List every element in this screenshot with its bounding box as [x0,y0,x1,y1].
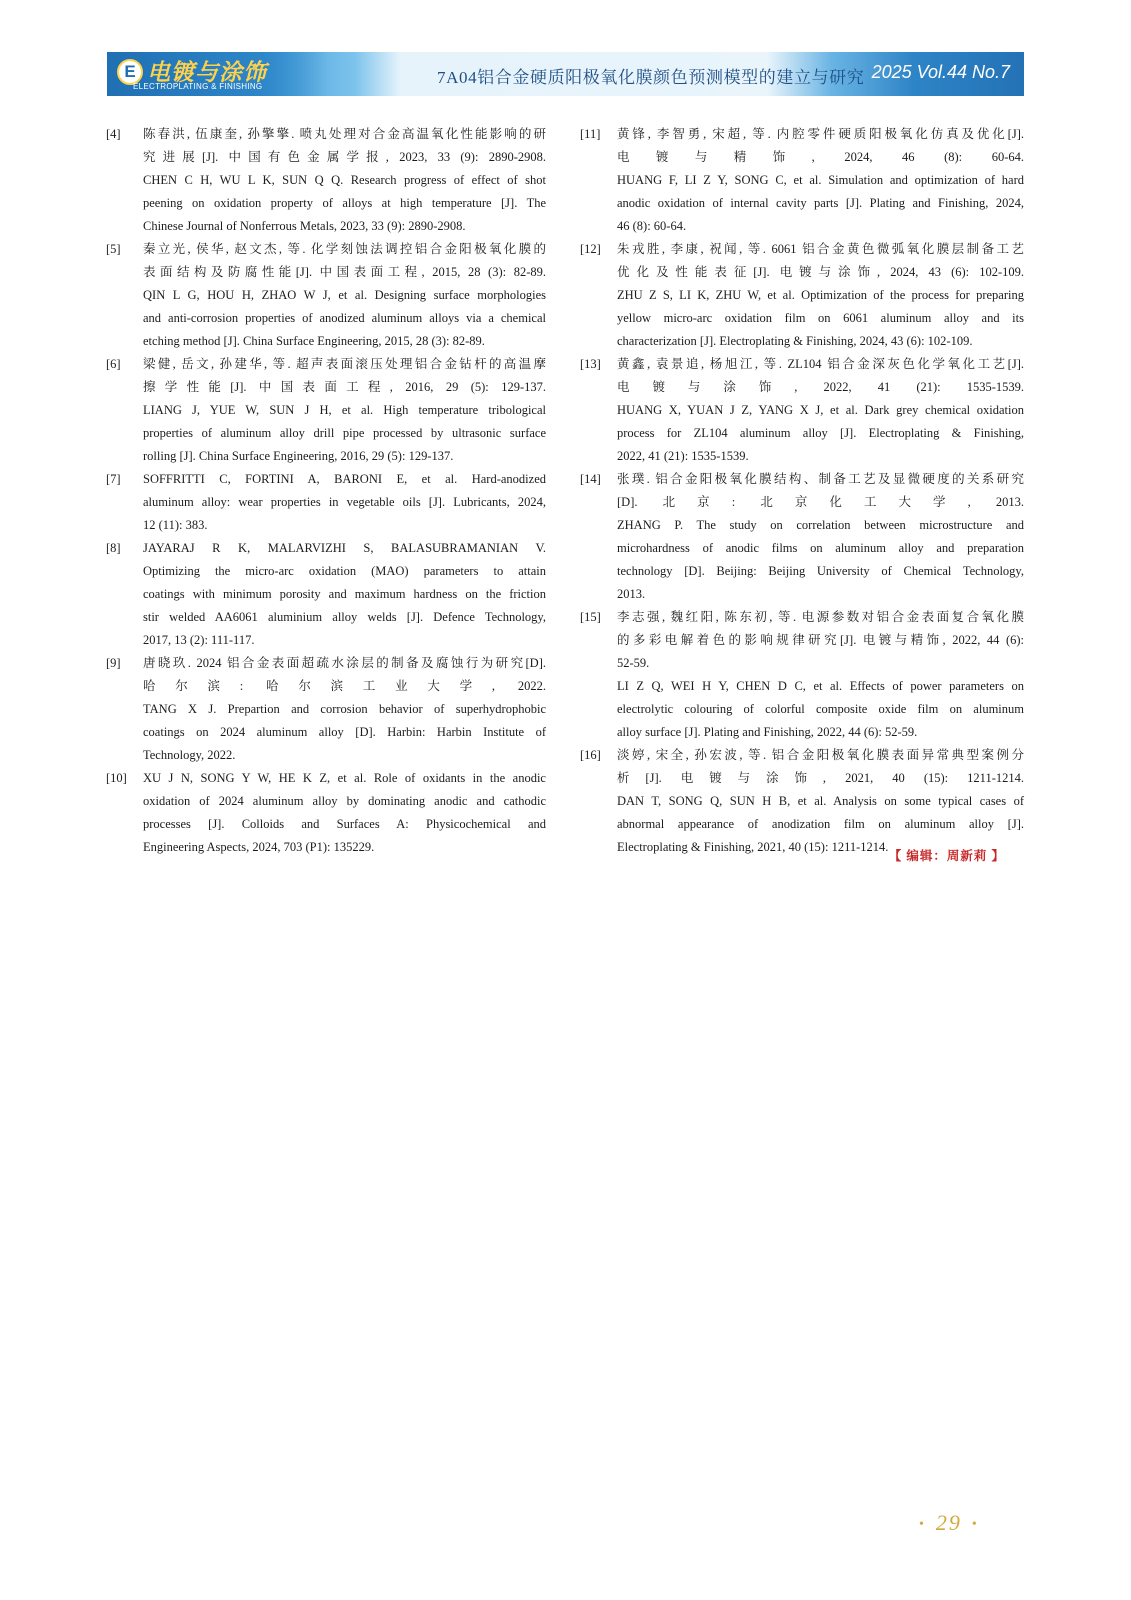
reference-entry [580,606,1024,744]
reference-line: 黄鑫, 袁景追, 杨旭江, 等. ZL104 铝合金深灰色化学氧化工艺[J]. [617,357,1024,371]
reference-line: 哈尔滨: 哈尔滨工业大学, 2022. [143,679,546,693]
reference-number: [8] [106,541,121,555]
reference-line: alloy surface [J]. Plating and Finishing, 2022, 44 (6): 52-59. [617,725,918,739]
journal-logo-icon: E [117,59,143,85]
journal-logo-name: 电镀与涂饰 [147,60,267,85]
reference-number: [4] [106,127,121,141]
reference-line: JAYARAJ R K, MALARVIZHI S, BALASUBRAMANIAN V. [143,541,546,555]
reference-line: Optimizing the micro-arc oxidation (MAO) parameters to attain [143,564,546,578]
reference-line: 唐晓玖. 2024 铝合金表面超疏水涂层的制备及腐蚀行为研究[D]. [143,656,546,670]
reference-line: 电镀与涂饰, 2022, 41 (21): 1535-1539. [617,380,1024,394]
reference-entry [106,537,546,652]
reference-entry [580,238,1024,353]
reference-line: 析[J]. 电镀与涂饰, 2021, 40 (15): 1211-1214. [617,771,1024,785]
reference-line: [D]. 北京: 北京化工大学, 2013. [617,495,1024,509]
reference-line: 46 (8): 60-64. [617,219,687,233]
reference-line: stir welded AA6061 aluminium alloy welds [J]. Defence Technology, [143,610,546,624]
reference-line: 优化及性能表征[J]. 电镀与涂饰, 2024, 43 (6): 102-109. [617,265,1024,279]
reference-line: characterization [J]. Electroplating & Finishing, 2024, 43 (6): 102-109. [617,334,973,348]
reference-text [143,767,546,859]
reference-text [143,123,546,238]
reference-line: coatings with minimum porosity and maximum hardness on the friction [143,587,546,601]
reference-line: aluminum alloy: wear properties in vegetable oils [J]. Lubricants, 2024, [143,495,546,509]
reference-number: [7] [106,472,121,486]
reference-line: CHEN C H, WU L K, SUN Q Q. Research progress of effect of shot [143,173,546,187]
reference-line: coatings on 2024 aluminum alloy [D]. Harbin: Harbin Institute of [143,725,546,739]
reference-text [143,238,546,353]
reference-line: yellow micro-arc oxidation film on 6061 aluminum alloy and its [617,311,1024,325]
reference-line: rolling [J]. China Surface Engineering, 2016, 29 (5): 129-137. [143,449,454,463]
reference-entry [106,238,546,353]
reference-text [617,606,1024,744]
reference-line: 表面结构及防腐性能[J]. 中国表面工程, 2015, 28 (3): 82-89. [143,265,546,279]
references-left-column [106,123,546,859]
reference-text [617,468,1024,606]
reference-line: Engineering Aspects, 2024, 703 (P1): 135229. [143,840,375,854]
reference-line: 李志强, 魏红阳, 陈东初, 等. 电源参数对铝合金表面复合氧化膜 [617,610,1024,624]
reference-line: 陈春洪, 伍康奎, 孙擎擎. 喷丸处理对合金高温氧化性能影响的研 [143,127,546,141]
page-number-value: 29 [935,1510,962,1535]
reference-number: [16] [580,748,601,762]
reference-line: Technology, 2022. [143,748,236,762]
reference-number: [6] [106,357,121,371]
reference-line: abnormal appearance of anodization film on aluminum alloy [J]. [617,817,1024,831]
reference-line: TANG X J. Prepartion and corrosion behavior of superhydrophobic [143,702,546,716]
reference-line: process for ZL104 aluminum alloy [J]. Electroplating & Finishing, [617,426,1024,440]
reference-line: Electroplating & Finishing, 2021, 40 (15): 1211-1214. [617,840,889,854]
reference-line: HUANG X, YUAN J Z, YANG X J, et al. Dark grey chemical oxidation [617,403,1024,417]
reference-entry [580,123,1024,238]
journal-header-band [107,52,1024,96]
reference-line: LI Z Q, WEI H Y, CHEN D C, et al. Effects of power parameters on [617,679,1024,693]
issue-label: 2025 Vol.44 No.7 [871,62,1010,82]
reference-text [143,353,546,468]
reference-line: QIN L G, HOU H, ZHAO W J, et al. Designing surface morphologies [143,288,546,302]
reference-entry [106,767,546,859]
reference-line: 12 (11): 383. [143,518,208,532]
reference-number: [11] [580,127,601,141]
reference-text [143,468,546,537]
reference-line: 张璞. 铝合金阳极氧化膜结构、制备工艺及显微硬度的关系研究 [617,472,1024,486]
reference-line: electrolytic colouring of colorful composite oxide film on aluminum [617,702,1024,716]
reference-line: 淡婷, 宋全, 孙宏波, 等. 铝合金阳极氧化膜表面异常典型案例分 [617,748,1024,762]
reference-line: ZHANG P. The study on correlation between microstructure and [617,518,1024,532]
reference-line: and anti-corrosion properties of anodized aluminum alloys via a chemical [143,311,546,325]
reference-entry [580,353,1024,468]
reference-line: properties of aluminum alloy drill pipe processed by ultrasonic surface [143,426,546,440]
reference-line: 2022, 41 (21): 1535-1539. [617,449,749,463]
reference-line: SOFFRITTI C, FORTINI A, BARONI E, et al. Hard-anodized [143,472,546,486]
reference-text [617,744,1024,859]
reference-text [143,537,546,652]
editor-credit: 【 编辑：周新莉 】 [888,849,1005,863]
reference-number: [13] [580,357,601,371]
reference-number: [10] [106,771,127,785]
reference-line: XU J N, SONG Y W, HE K Z, et al. Role of oxidants in the anodic [143,771,546,785]
reference-entry [106,353,546,468]
reference-entry [106,123,546,238]
reference-line: LIANG J, YUE W, SUN J H, et al. High temperature tribological [143,403,546,417]
reference-line: processes [J]. Colloids and Surfaces A: Physicochemical and [143,817,546,831]
reference-text [617,353,1024,468]
reference-line: 朱戎胜, 李康, 祝闻, 等. 6061 铝合金黄色微弧氧化膜层制备工艺 [617,242,1024,256]
reference-line: DAN T, SONG Q, SUN H B, et al. Analysis on some typical cases of [617,794,1024,808]
journal-logo [107,52,327,96]
reference-line: Chinese Journal of Nonferrous Metals, 2023, 33 (9): 2890-2908. [143,219,466,233]
running-title: 7A04铝合金硬质阳极氧化膜颜色预测模型的建立与研究 [437,68,865,87]
reference-entry [580,468,1024,606]
reference-line: 2017, 13 (2): 111-117. [143,633,255,647]
reference-line: 电镀与精饰, 2024, 46 (8): 60-64. [617,150,1024,164]
reference-entry [106,468,546,537]
reference-line: oxidation of 2024 aluminum alloy by dominating anodic and cathodic [143,794,546,808]
reference-line: 究进展[J]. 中国有色金属学报, 2023, 33 (9): 2890-2908. [143,150,546,164]
reference-number: [5] [106,242,121,256]
page-number [909,1510,989,1536]
references-right-column [580,123,1024,859]
reference-line: anodic oxidation of internal cavity parts [J]. Plating and Finishing, 2024, [617,196,1024,210]
reference-number: [15] [580,610,601,624]
reference-text [617,123,1024,238]
journal-logo-english: ELECTROPLATING & FINISHING [133,82,263,91]
reference-line: 的多彩电解着色的影响规律研究[J]. 电镀与精饰, 2022, 44 (6): [617,633,1024,647]
reference-number: [14] [580,472,601,486]
reference-line: 黄锋, 李智勇, 宋超, 等. 内腔零件硬质阳极氧化仿真及优化[J]. [617,127,1024,141]
reference-line: 52-59. [617,656,650,670]
reference-entry [580,744,1024,859]
reference-line: 2013. [617,587,646,601]
reference-line: technology [D]. Beijing: Beijing University of Chemical Technology, [617,564,1024,578]
reference-line: peening on oxidation property of alloys at high temperature [J]. The [143,196,546,210]
reference-line: 擦学性能[J]. 中国表面工程, 2016, 29 (5): 129-137. [143,380,546,394]
reference-line: HUANG F, LI Z Y, SONG C, et al. Simulation and optimization of hard [617,173,1024,187]
reference-line: 梁健, 岳文, 孙建华, 等. 超声表面滚压处理铝合金钻杆的高温摩 [143,357,546,371]
reference-entry [106,652,546,767]
reference-text [617,238,1024,353]
reference-line: ZHU Z S, LI K, ZHU W, et al. Optimization of the process for preparing [617,288,1024,302]
reference-line: etching method [J]. China Surface Engineering, 2015, 28 (3): 82-89. [143,334,485,348]
reference-line: microhardness of anodic films on aluminum alloy and preparation [617,541,1024,555]
reference-text [143,652,546,767]
reference-number: [12] [580,242,601,256]
reference-line: 秦立光, 侯华, 赵文杰, 等. 化学刻蚀法调控铝合金阳极氧化膜的 [143,242,546,256]
page-number-dot-right: • [971,1516,979,1532]
page-number-dot-left: • [919,1516,926,1532]
reference-number: [9] [106,656,121,670]
